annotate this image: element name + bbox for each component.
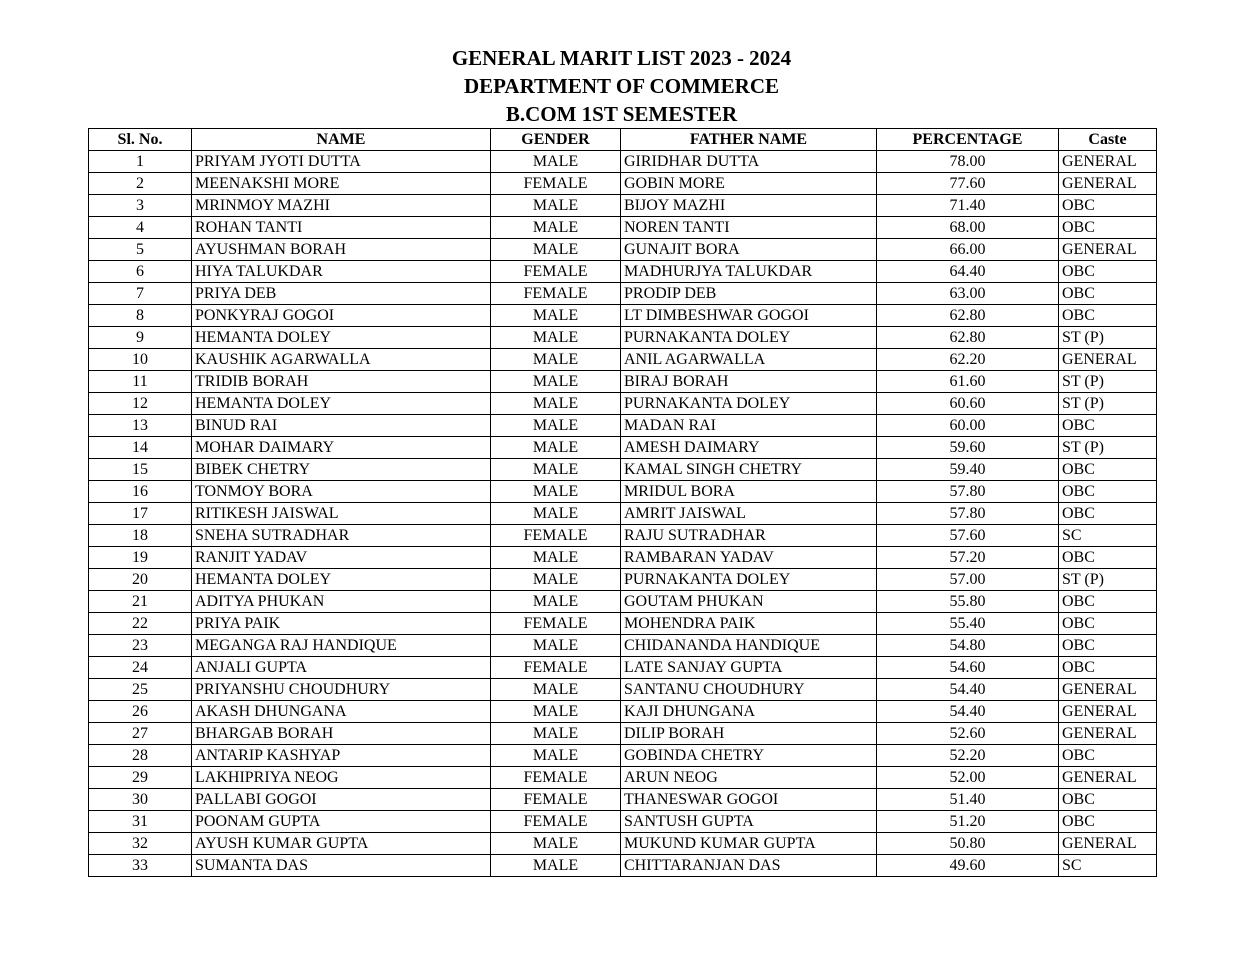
sl-no-cell: 11 [89, 371, 192, 393]
father-name-cell: PURNAKANTA DOLEY [621, 569, 877, 591]
father-name-cell: MADAN RAI [621, 415, 877, 437]
column-header-sl-no: Sl. No. [89, 129, 192, 151]
table-row [89, 437, 1157, 459]
father-name-cell: SANTUSH GUPTA [621, 811, 877, 833]
father-name-cell: GOBIN MORE [621, 173, 877, 195]
gender-cell: MALE [491, 393, 621, 415]
name-cell: PALLABI GOGOI [192, 789, 491, 811]
sl-no-cell: 9 [89, 327, 192, 349]
father-name-cell: LT DIMBESHWAR GOGOI [621, 305, 877, 327]
caste-cell: OBC [1059, 591, 1157, 613]
name-cell: SNEHA SUTRADHAR [192, 525, 491, 547]
name-cell: HEMANTA DOLEY [192, 327, 491, 349]
sl-no-cell: 33 [89, 855, 192, 877]
percentage-cell: 57.20 [877, 547, 1059, 569]
sl-no-cell: 28 [89, 745, 192, 767]
name-cell: AYUSH KUMAR GUPTA [192, 833, 491, 855]
table-row [89, 195, 1157, 217]
father-name-cell: ARUN NEOG [621, 767, 877, 789]
column-header-father-name: FATHER NAME [621, 129, 877, 151]
sl-no-cell: 29 [89, 767, 192, 789]
name-cell: SUMANTA DAS [192, 855, 491, 877]
father-name-cell: LATE SANJAY GUPTA [621, 657, 877, 679]
name-cell: HEMANTA DOLEY [192, 569, 491, 591]
table-row [89, 327, 1157, 349]
father-name-cell: NOREN TANTI [621, 217, 877, 239]
percentage-cell: 62.80 [877, 305, 1059, 327]
table-row [89, 415, 1157, 437]
table-row [89, 305, 1157, 327]
father-name-cell: MADHURJYA TALUKDAR [621, 261, 877, 283]
father-name-cell: AMRIT JAISWAL [621, 503, 877, 525]
caste-cell: OBC [1059, 305, 1157, 327]
gender-cell: MALE [491, 679, 621, 701]
gender-cell: MALE [491, 723, 621, 745]
document-header [0, 44, 1243, 128]
percentage-cell: 64.40 [877, 261, 1059, 283]
father-name-cell: RAJU SUTRADHAR [621, 525, 877, 547]
percentage-cell: 54.80 [877, 635, 1059, 657]
merit-list-table [88, 128, 1157, 877]
table-row [89, 503, 1157, 525]
caste-cell: OBC [1059, 415, 1157, 437]
caste-cell: SC [1059, 525, 1157, 547]
column-header-gender: GENDER [491, 129, 621, 151]
gender-cell: FEMALE [491, 613, 621, 635]
table-row [89, 723, 1157, 745]
caste-cell: GENERAL [1059, 173, 1157, 195]
sl-no-cell: 17 [89, 503, 192, 525]
table-row [89, 855, 1157, 877]
name-cell: ANTARIP KASHYAP [192, 745, 491, 767]
table-row [89, 657, 1157, 679]
table-row [89, 833, 1157, 855]
father-name-cell: MOHENDRA PAIK [621, 613, 877, 635]
father-name-cell: MRIDUL BORA [621, 481, 877, 503]
name-cell: ADITYA PHUKAN [192, 591, 491, 613]
father-name-cell: CHITTARANJAN DAS [621, 855, 877, 877]
gender-cell: MALE [491, 349, 621, 371]
father-name-cell: RAMBARAN YADAV [621, 547, 877, 569]
percentage-cell: 55.80 [877, 591, 1059, 613]
sl-no-cell: 22 [89, 613, 192, 635]
percentage-cell: 62.80 [877, 327, 1059, 349]
caste-cell: GENERAL [1059, 767, 1157, 789]
gender-cell: FEMALE [491, 173, 621, 195]
percentage-cell: 63.00 [877, 283, 1059, 305]
caste-cell: OBC [1059, 261, 1157, 283]
gender-cell: MALE [491, 635, 621, 657]
name-cell: BINUD RAI [192, 415, 491, 437]
percentage-cell: 60.60 [877, 393, 1059, 415]
name-cell: ANJALI GUPTA [192, 657, 491, 679]
table-row [89, 481, 1157, 503]
column-header-caste: Caste [1059, 129, 1157, 151]
father-name-cell: KAJI DHUNGANA [621, 701, 877, 723]
list-title: GENERAL MARIT LIST 2023 - 2024 [451, 46, 792, 70]
table-row [89, 591, 1157, 613]
name-cell: AYUSHMAN BORAH [192, 239, 491, 261]
sl-no-cell: 14 [89, 437, 192, 459]
sl-no-cell: 6 [89, 261, 192, 283]
sl-no-cell: 30 [89, 789, 192, 811]
father-name-cell: DILIP BORAH [621, 723, 877, 745]
gender-cell: FEMALE [491, 789, 621, 811]
father-name-cell: SANTANU CHOUDHURY [621, 679, 877, 701]
gender-cell: MALE [491, 327, 621, 349]
name-cell: BIBEK CHETRY [192, 459, 491, 481]
sl-no-cell: 27 [89, 723, 192, 745]
percentage-cell: 57.80 [877, 481, 1059, 503]
father-name-cell: BIRAJ BORAH [621, 371, 877, 393]
percentage-cell: 61.60 [877, 371, 1059, 393]
department-title: DEPARTMENT OF COMMERCE [463, 74, 780, 98]
gender-cell: MALE [491, 371, 621, 393]
percentage-cell: 71.40 [877, 195, 1059, 217]
sl-no-cell: 15 [89, 459, 192, 481]
percentage-cell: 54.60 [877, 657, 1059, 679]
sl-no-cell: 18 [89, 525, 192, 547]
father-name-cell: GOBINDA CHETRY [621, 745, 877, 767]
gender-cell: FEMALE [491, 767, 621, 789]
sl-no-cell: 13 [89, 415, 192, 437]
name-cell: ROHAN TANTI [192, 217, 491, 239]
table-header-row [89, 129, 1157, 151]
father-name-cell: ANIL AGARWALLA [621, 349, 877, 371]
caste-cell: GENERAL [1059, 833, 1157, 855]
percentage-cell: 66.00 [877, 239, 1059, 261]
name-cell: PRIYA DEB [192, 283, 491, 305]
caste-cell: ST (P) [1059, 437, 1157, 459]
percentage-cell: 52.60 [877, 723, 1059, 745]
table-row [89, 151, 1157, 173]
percentage-cell: 68.00 [877, 217, 1059, 239]
sl-no-cell: 25 [89, 679, 192, 701]
table-row [89, 173, 1157, 195]
percentage-cell: 54.40 [877, 701, 1059, 723]
name-cell: PONKYRAJ GOGOI [192, 305, 491, 327]
name-cell: TRIDIB BORAH [192, 371, 491, 393]
name-cell: TONMOY BORA [192, 481, 491, 503]
caste-cell: ST (P) [1059, 393, 1157, 415]
percentage-cell: 54.40 [877, 679, 1059, 701]
table-row [89, 811, 1157, 833]
father-name-cell: PRODIP DEB [621, 283, 877, 305]
gender-cell: MALE [491, 195, 621, 217]
gender-cell: FEMALE [491, 657, 621, 679]
gender-cell: MALE [491, 591, 621, 613]
gender-cell: FEMALE [491, 283, 621, 305]
sl-no-cell: 19 [89, 547, 192, 569]
percentage-cell: 60.00 [877, 415, 1059, 437]
percentage-cell: 59.60 [877, 437, 1059, 459]
caste-cell: GENERAL [1059, 701, 1157, 723]
table-row [89, 789, 1157, 811]
table-row [89, 283, 1157, 305]
name-cell: LAKHIPRIYA NEOG [192, 767, 491, 789]
caste-cell: GENERAL [1059, 723, 1157, 745]
sl-no-cell: 24 [89, 657, 192, 679]
sl-no-cell: 12 [89, 393, 192, 415]
caste-cell: ST (P) [1059, 569, 1157, 591]
caste-cell: OBC [1059, 217, 1157, 239]
father-name-cell: AMESH DAIMARY [621, 437, 877, 459]
caste-cell: OBC [1059, 789, 1157, 811]
gender-cell: MALE [491, 239, 621, 261]
table-row [89, 349, 1157, 371]
caste-cell: ST (P) [1059, 371, 1157, 393]
gender-cell: FEMALE [491, 261, 621, 283]
percentage-cell: 62.20 [877, 349, 1059, 371]
sl-no-cell: 16 [89, 481, 192, 503]
gender-cell: MALE [491, 547, 621, 569]
sl-no-cell: 2 [89, 173, 192, 195]
caste-cell: OBC [1059, 195, 1157, 217]
gender-cell: MALE [491, 745, 621, 767]
sl-no-cell: 21 [89, 591, 192, 613]
table-row [89, 393, 1157, 415]
semester-title: B.COM 1ST SEMESTER [505, 102, 738, 126]
sl-no-cell: 10 [89, 349, 192, 371]
father-name-cell: THANESWAR GOGOI [621, 789, 877, 811]
sl-no-cell: 5 [89, 239, 192, 261]
father-name-cell: GIRIDHAR DUTTA [621, 151, 877, 173]
name-cell: PRIYANSHU CHOUDHURY [192, 679, 491, 701]
caste-cell: OBC [1059, 283, 1157, 305]
sl-no-cell: 7 [89, 283, 192, 305]
table-body [89, 151, 1157, 877]
father-name-cell: CHIDANANDA HANDIQUE [621, 635, 877, 657]
table-row [89, 459, 1157, 481]
gender-cell: MALE [491, 437, 621, 459]
father-name-cell: BIJOY MAZHI [621, 195, 877, 217]
caste-cell: OBC [1059, 503, 1157, 525]
percentage-cell: 51.20 [877, 811, 1059, 833]
sl-no-cell: 32 [89, 833, 192, 855]
percentage-cell: 52.20 [877, 745, 1059, 767]
caste-cell: GENERAL [1059, 349, 1157, 371]
sl-no-cell: 8 [89, 305, 192, 327]
father-name-cell: GUNAJIT BORA [621, 239, 877, 261]
percentage-cell: 59.40 [877, 459, 1059, 481]
caste-cell: SC [1059, 855, 1157, 877]
name-cell: RANJIT YADAV [192, 547, 491, 569]
caste-cell: GENERAL [1059, 151, 1157, 173]
sl-no-cell: 20 [89, 569, 192, 591]
percentage-cell: 49.60 [877, 855, 1059, 877]
caste-cell: OBC [1059, 459, 1157, 481]
percentage-cell: 57.00 [877, 569, 1059, 591]
sl-no-cell: 23 [89, 635, 192, 657]
gender-cell: MALE [491, 569, 621, 591]
father-name-cell: MUKUND KUMAR GUPTA [621, 833, 877, 855]
caste-cell: OBC [1059, 481, 1157, 503]
name-cell: KAUSHIK AGARWALLA [192, 349, 491, 371]
table-row [89, 217, 1157, 239]
caste-cell: OBC [1059, 635, 1157, 657]
caste-cell: ST (P) [1059, 327, 1157, 349]
name-cell: HIYA TALUKDAR [192, 261, 491, 283]
father-name-cell: PURNAKANTA DOLEY [621, 393, 877, 415]
table-row [89, 371, 1157, 393]
percentage-cell: 77.60 [877, 173, 1059, 195]
table-row [89, 701, 1157, 723]
table-row [89, 767, 1157, 789]
father-name-cell: GOUTAM PHUKAN [621, 591, 877, 613]
percentage-cell: 50.80 [877, 833, 1059, 855]
gender-cell: FEMALE [491, 525, 621, 547]
gender-cell: MALE [491, 459, 621, 481]
percentage-cell: 57.80 [877, 503, 1059, 525]
gender-cell: FEMALE [491, 811, 621, 833]
gender-cell: MALE [491, 701, 621, 723]
name-cell: MOHAR DAIMARY [192, 437, 491, 459]
name-cell: AKASH DHUNGANA [192, 701, 491, 723]
gender-cell: MALE [491, 503, 621, 525]
gender-cell: MALE [491, 151, 621, 173]
caste-cell: OBC [1059, 657, 1157, 679]
name-cell: MEGANGA RAJ HANDIQUE [192, 635, 491, 657]
caste-cell: GENERAL [1059, 679, 1157, 701]
father-name-cell: KAMAL SINGH CHETRY [621, 459, 877, 481]
gender-cell: MALE [491, 481, 621, 503]
name-cell: HEMANTA DOLEY [192, 393, 491, 415]
table-row [89, 635, 1157, 657]
table-row [89, 525, 1157, 547]
sl-no-cell: 26 [89, 701, 192, 723]
name-cell: RITIKESH JAISWAL [192, 503, 491, 525]
table-row [89, 679, 1157, 701]
caste-cell: GENERAL [1059, 239, 1157, 261]
table-row [89, 261, 1157, 283]
gender-cell: MALE [491, 217, 621, 239]
table-row [89, 613, 1157, 635]
percentage-cell: 51.40 [877, 789, 1059, 811]
percentage-cell: 57.60 [877, 525, 1059, 547]
name-cell: PRIYAM JYOTI DUTTA [192, 151, 491, 173]
gender-cell: MALE [491, 833, 621, 855]
sl-no-cell: 3 [89, 195, 192, 217]
percentage-cell: 55.40 [877, 613, 1059, 635]
name-cell: BHARGAB BORAH [192, 723, 491, 745]
name-cell: PRIYA PAIK [192, 613, 491, 635]
table-row [89, 569, 1157, 591]
sl-no-cell: 4 [89, 217, 192, 239]
name-cell: POONAM GUPTA [192, 811, 491, 833]
sl-no-cell: 1 [89, 151, 192, 173]
percentage-cell: 52.00 [877, 767, 1059, 789]
gender-cell: MALE [491, 415, 621, 437]
percentage-cell: 78.00 [877, 151, 1059, 173]
gender-cell: MALE [491, 305, 621, 327]
gender-cell: MALE [491, 855, 621, 877]
table-row [89, 239, 1157, 261]
caste-cell: OBC [1059, 811, 1157, 833]
father-name-cell: PURNAKANTA DOLEY [621, 327, 877, 349]
column-header-percentage: PERCENTAGE [877, 129, 1059, 151]
caste-cell: OBC [1059, 547, 1157, 569]
name-cell: MRINMOY MAZHI [192, 195, 491, 217]
caste-cell: OBC [1059, 745, 1157, 767]
sl-no-cell: 31 [89, 811, 192, 833]
caste-cell: OBC [1059, 613, 1157, 635]
table-row [89, 745, 1157, 767]
name-cell: MEENAKSHI MORE [192, 173, 491, 195]
column-header-name: NAME [192, 129, 491, 151]
table-row [89, 547, 1157, 569]
